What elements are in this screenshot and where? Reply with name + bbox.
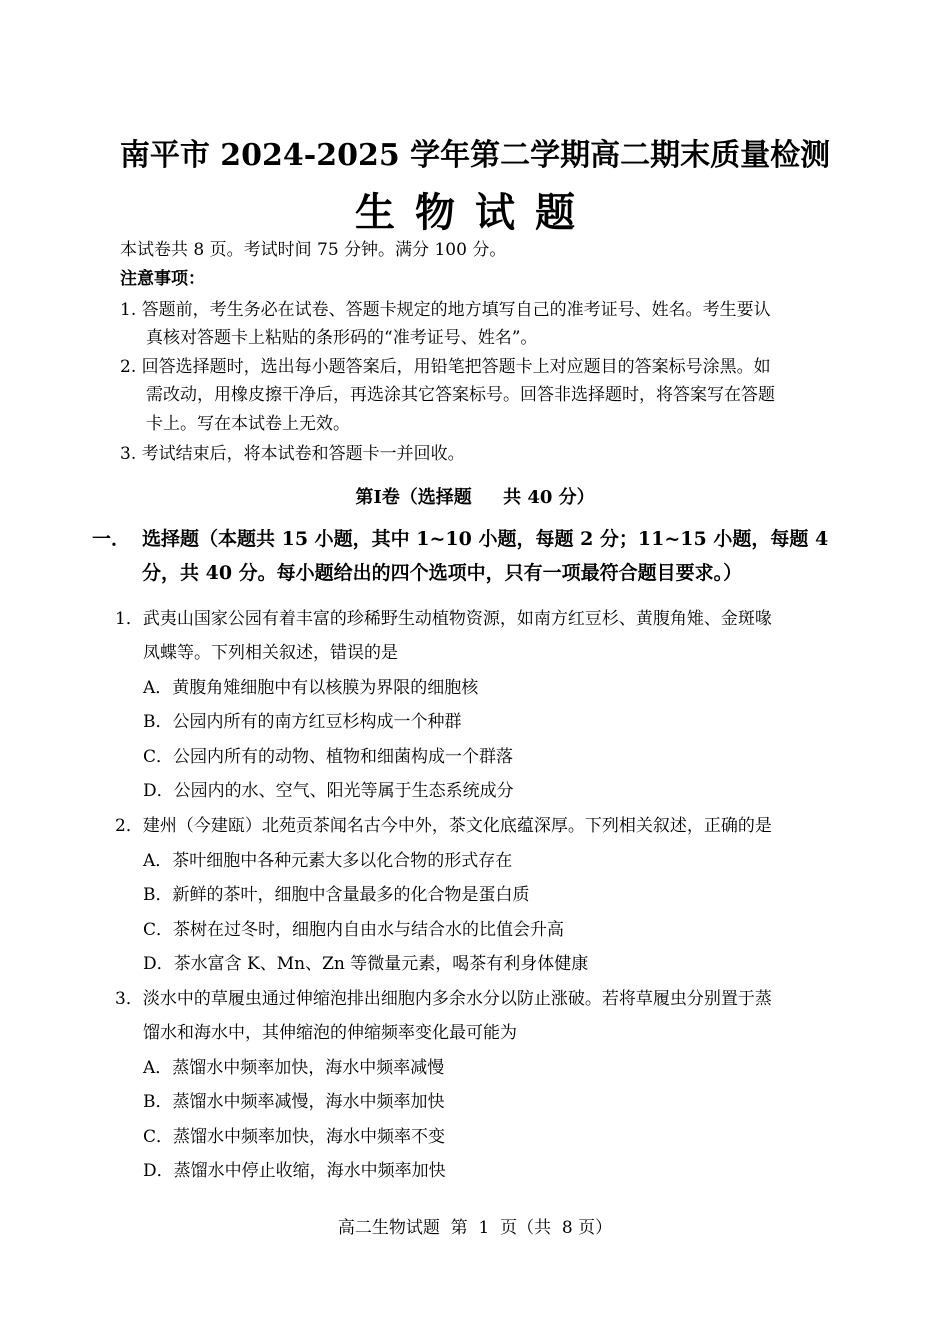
note-line: 卡上。写在本试卷上无效。	[146, 414, 350, 434]
note-line: 真核对答题卡上粘贴的条形码的“准考证号、姓名”。	[146, 328, 538, 348]
part-instruction-line: 选择题（本题共 15 小题，其中 1~10 小题，每题 2 分；11~15 小题，每题 4	[142, 528, 829, 550]
question-option: A．茶叶细胞中各种元素大多以化合物的形式存在	[143, 851, 513, 871]
question-option: C．茶树在过冬时，细胞内自由水与结合水的比值会升高	[143, 920, 565, 940]
question-stem: 1．武夷山国家公园有着丰富的珍稀野生动植物资源，如南方红豆杉、黄腹角雉、金斑喙	[115, 609, 772, 629]
section-title: 第Ⅰ卷（选择题 共 40 分）	[355, 487, 595, 508]
question-option: D．蒸馏水中停止收缩，海水中频率加快	[143, 1161, 446, 1181]
note-line: 1. 答题前，考生务必在试卷、答题卡规定的地方填写自己的准考证号、姓名。考生要认	[120, 300, 771, 320]
note-line: 3. 考试结束后，将本试卷和答题卡一并回收。	[120, 444, 465, 464]
question-option: B．新鲜的茶叶，细胞中含量最多的化合物是蛋白质	[143, 885, 530, 905]
question-stem: 2．建州（今建瓯）北苑贡茶闻名古今中外，茶文化底蕴深厚。下列相关叙述，正确的是	[115, 816, 772, 836]
question-option: B．公园内所有的南方红豆杉构成一个种群	[143, 712, 462, 732]
note-line: 2. 回答选择题时，选出每小题答案后，用铅笔把答题卡上对应题目的答案标号涂黑。如	[120, 357, 771, 377]
note-line: 需改动，用橡皮擦干净后，再选涂其它答案标号。回答非选择题时，将答案写在答题	[146, 385, 775, 405]
subject-title: 生物试题	[355, 189, 595, 236]
question-option: C．蒸馏水中频率加快，海水中频率不变	[143, 1127, 446, 1147]
question-option: D．茶水富含 K、Mn、Zn 等微量元素，喝茶有利身体健康	[143, 954, 589, 974]
part-instruction-line: 分，共 40 分。每小题给出的四个选项中，只有一项最符合题目要求。）	[142, 562, 743, 584]
question-option: D．公园内的水、空气、阳光等属于生态系统成分	[143, 781, 514, 801]
exam-info: 本试卷共 8 页。考试时间 75 分钟。满分 100 分。	[120, 240, 507, 260]
question-option: A．黄腹角雉细胞中有以核膜为界限的细胞核	[143, 678, 479, 698]
notes-heading: 注意事项：	[120, 269, 205, 289]
question-stem: 馏水和海水中，其伸缩泡的伸缩频率变化最可能为	[143, 1023, 517, 1043]
question-option: C．公园内所有的动物、植物和细菌构成一个群落	[143, 747, 514, 767]
exam-title: 南平市 2024-2025 学年第二学期高二期末质量检测	[119, 138, 831, 173]
question-option: A．蒸馏水中频率加快，海水中频率减慢	[143, 1058, 445, 1078]
question-stem: 3．淡水中的草履虫通过伸缩泡排出细胞内多余水分以防止涨破。若将草履虫分别置于蒸	[115, 989, 772, 1009]
page-footer: 高二生物试题 第 1 页（共 8 页）	[337, 1218, 613, 1238]
question-stem: 凤蝶等。下列相关叙述，错误的是	[143, 643, 398, 663]
question-option: B．蒸馏水中频率减慢，海水中频率加快	[143, 1092, 445, 1112]
part-number: 一．	[92, 528, 131, 550]
